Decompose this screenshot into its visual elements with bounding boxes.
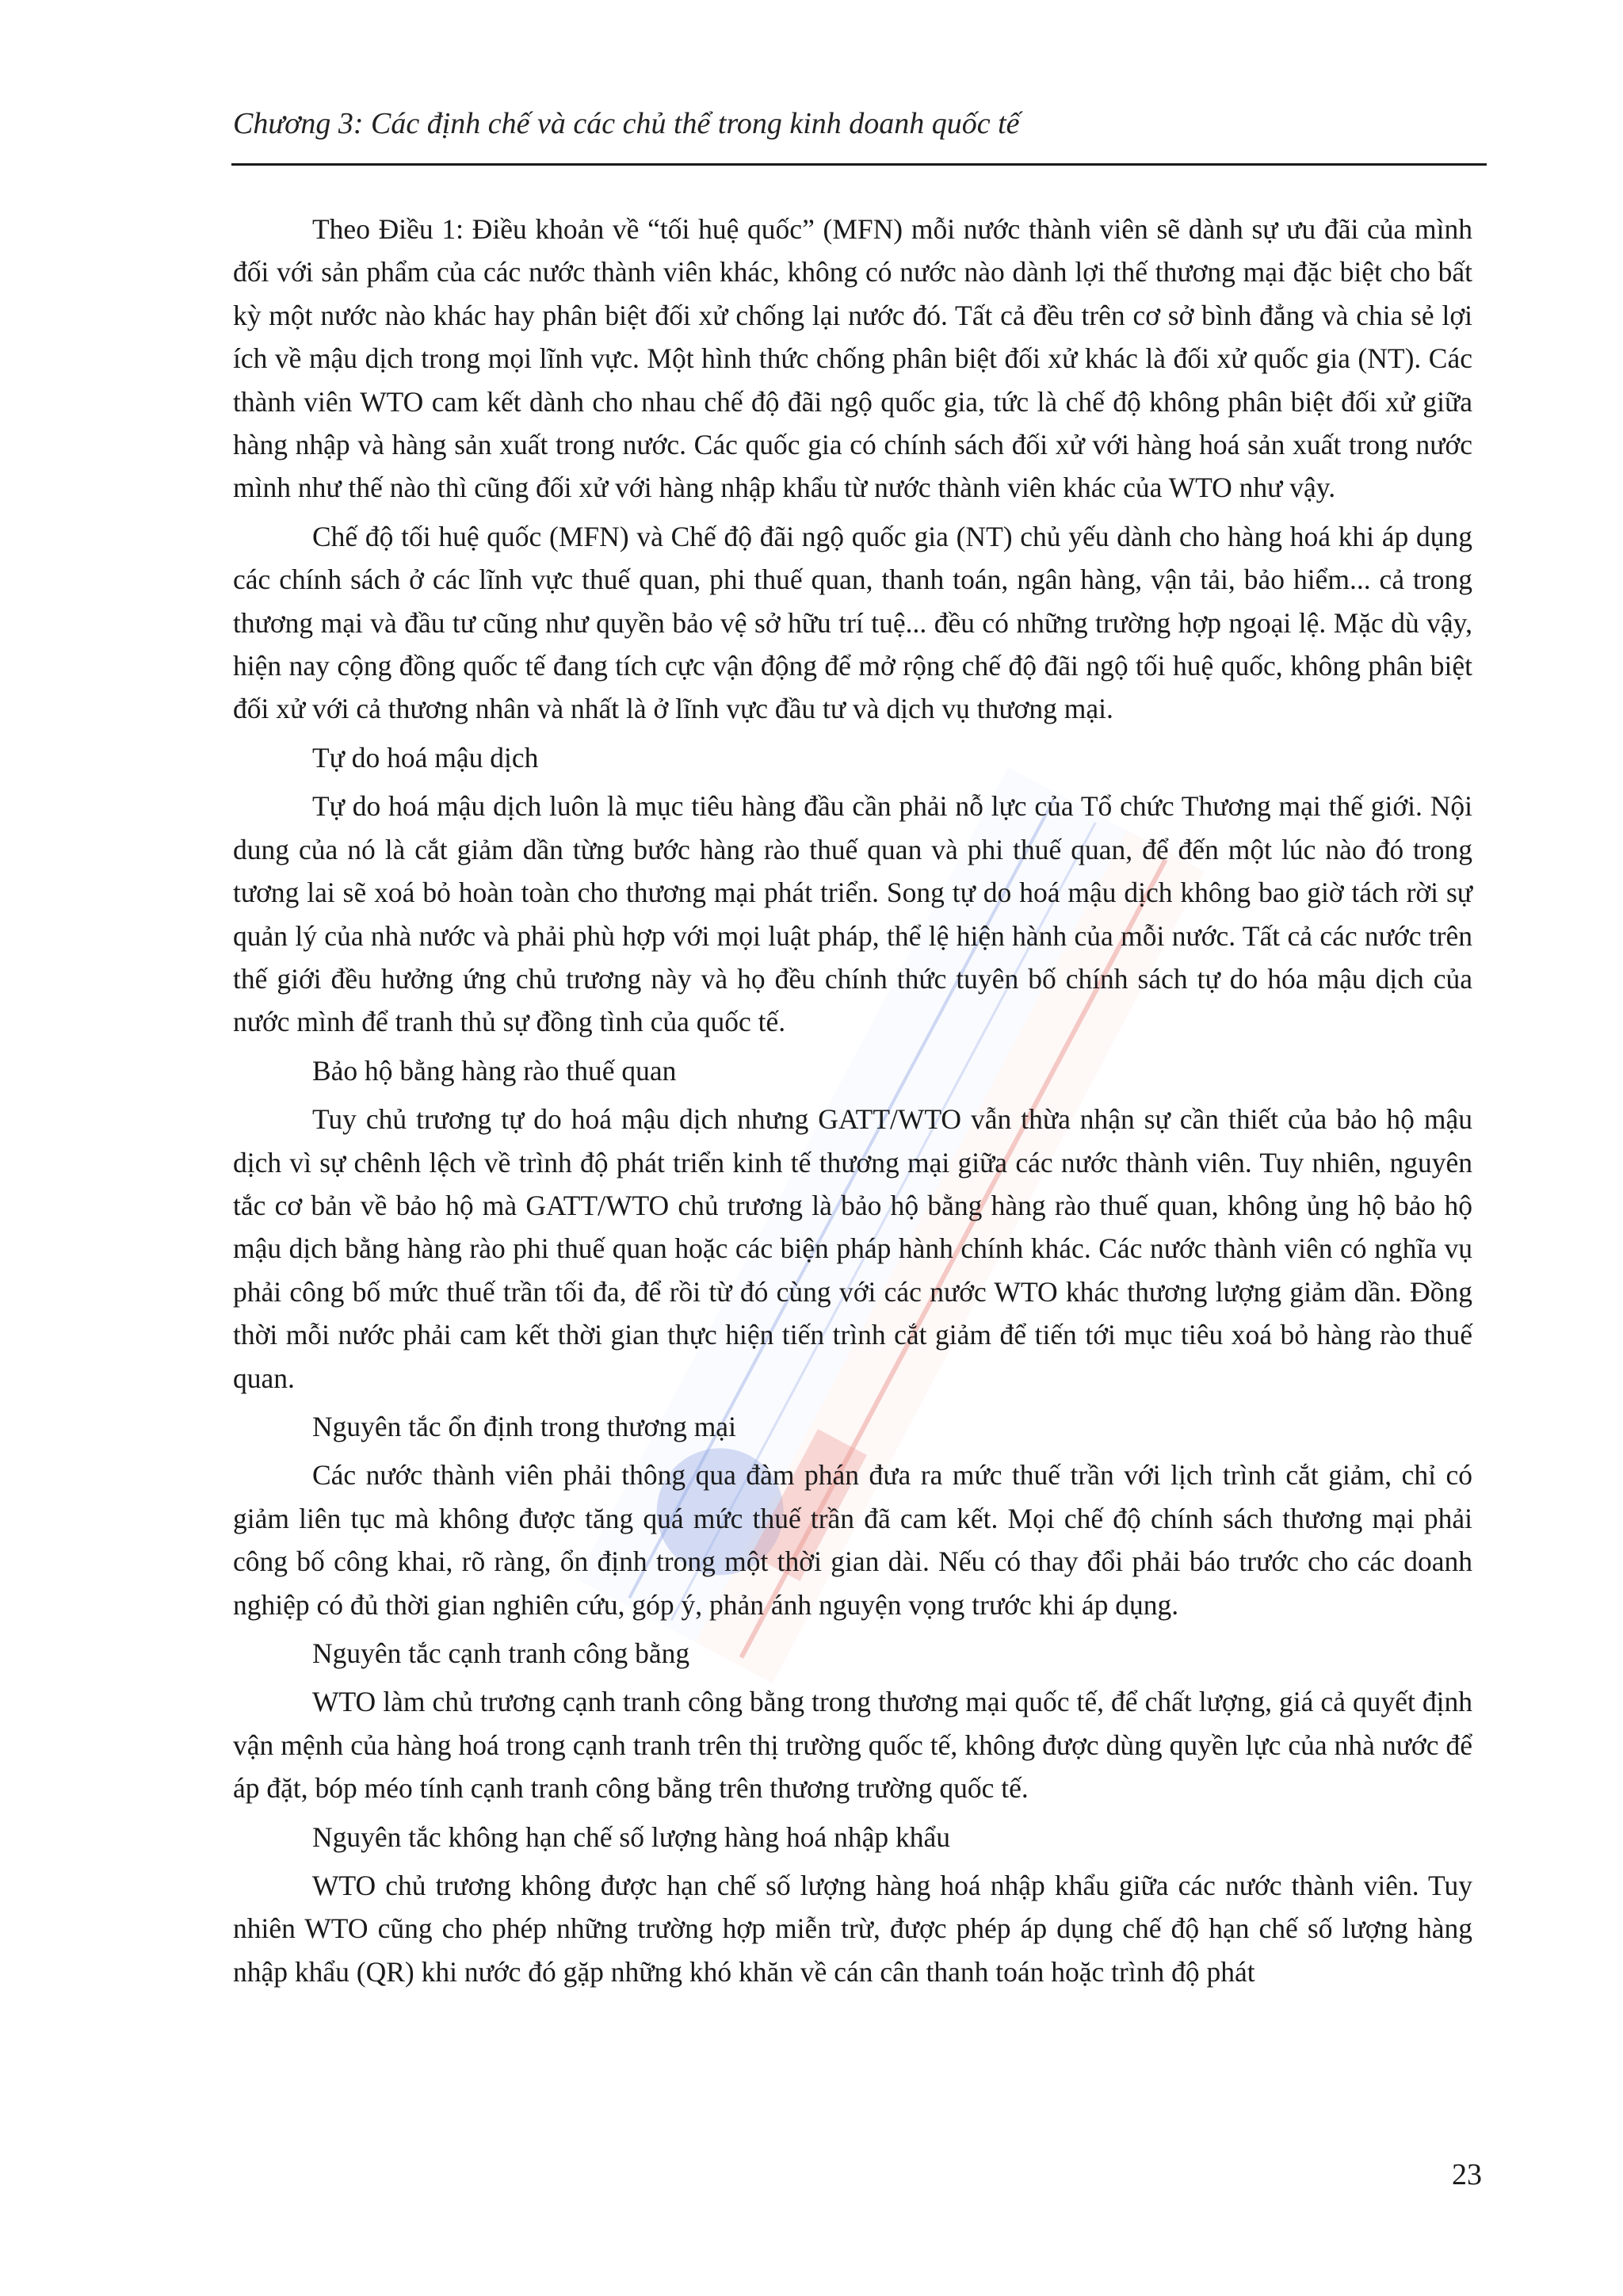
body-paragraph-fair-competition: WTO làm chủ trương cạnh tranh công bằng trong thương mại quốc tế, để chất lượng, giá cả quyết định vận mệnh của hàng hoá trong cạnh tranh trên thị trường quốc tế, không được dùng quyền lực của nhà nước để áp đặt, bóp méo tính cạnh tranh công bằng trên thương trường quốc tế. — [233, 1686, 1472, 1805]
section-heading-trade-liberalization: Tự do hoá mậu dịch — [312, 741, 539, 774]
body-paragraph-trade-liberalization: Tự do hoá mậu dịch luôn là mục tiêu hàng đầu cần phải nỗ lực của Tổ chức Thương mại thế giới. Nội dung của nó là cắt giảm dần từng bước hàng rào thuế quan và phi thuế quan, để đến một lúc nào đó trong tương lai sẽ xoá bỏ hoàn toàn cho thương mại phát triển. Song tự do hoá mậu dịch không bao giờ tách rời sự quản lý của nhà nước và phải phù hợp với mọi luật pháp, thể lệ hiện hành của mỗi nước. Tất cả các nước trên thế giới đều hưởng ứng chủ trương này và họ đều chính thức tuyên bố chính sách tự do hóa mậu dịch của nước mình để tranh thủ sự đồng tình của quốc tế. — [233, 790, 1472, 1038]
page-number: 23 — [1452, 2158, 1482, 2191]
section-heading-tariff-protection: Bảo hộ bằng hàng rào thuế quan — [312, 1054, 677, 1087]
page-body — [233, 208, 1472, 1999]
header-divider — [231, 163, 1487, 166]
section-heading-fair-competition: Nguyên tắc cạnh tranh công bằng — [312, 1637, 690, 1669]
body-paragraph-tariff-protection: Tuy chủ trương tự do hoá mậu dịch nhưng GATT/WTO vẫn thừa nhận sự cần thiết của bảo hộ mậu dịch vì sự chênh lệch về trình độ phát triển kinh tế thương mại giữa các nước thành viên. Tuy nhiên, nguyên tắc cơ bản về bảo hộ mà GATT/WTO chủ trương là bảo hộ bằng hàng rào thuế quan, không ủng hộ bảo hộ mậu dịch bằng hàng rào phi thuế quan hoặc các biện pháp hành chính khác. Các nước thành viên có nghĩa vụ phải công bố mức thuế trần tối đa, để rồi từ đó cùng với các nước WTO khác thương lượng giảm dần. Đồng thời mỗi nước phải cam kết thời gian thực hiện tiến trình cắt giảm để tiến tới mục tiêu xoá bỏ hàng rào thuế quan. — [233, 1103, 1472, 1394]
body-paragraph-no-quantity-limits: WTO chủ trương không được hạn chế số lượng hàng hoá nhập khẩu giữa các nước thành viên. Tuy nhiên WTO cũng cho phép những trường hợp miễn trừ, được phép áp dụng chế độ hạn chế số lượng hàng nhập khẩu (QR) khi nước đó gặp những khó khăn về cán cân thanh toán hoặc trình độ phát — [233, 1870, 1472, 1988]
chapter-header: Chương 3: Các định chế và các chủ thể trong kinh doanh quốc tế — [233, 107, 1020, 140]
body-paragraph-mfn-nt-scope: Chế độ tối huệ quốc (MFN) và Chế độ đãi ngộ quốc gia (NT) chủ yếu dành cho hàng hoá khi áp dụng các chính sách ở các lĩnh vực thuế quan, phi thuế quan, thanh toán, ngân hàng, vận tải, bảo hiểm... cả trong thương mại và đầu tư cũng như quyền bảo vệ sở hữu trí tuệ... đều có những trường hợp ngoại lệ. Mặc dù vậy, hiện nay cộng đồng quốc tế đang tích cực vận động để mở rộng chế độ đãi ngộ tối huệ quốc, không phân biệt đối xử với cả thương nhân và nhất là ở lĩnh vực đầu tư và dịch vụ thương mại. — [233, 520, 1472, 725]
body-paragraph-mfn: Theo Điều 1: Điều khoản về “tối huệ quốc” (MFN) mỗi nước thành viên sẽ dành sự ưu đãi của mình đối với sản phẩm của các nước thành viên khác, không có nước nào dành lợi thế thương mại đặc biệt cho bất kỳ một nước nào khác hay phân biệt đối xử chống lại nước đó. Tất cả đều trên cơ sở bình đẳng và chia sẻ lợi ích về mậu dịch trong mọi lĩnh vực. Một hình thức chống phân biệt đối xử khác là đối xử quốc gia (NT). Các thành viên WTO cam kết dành cho nhau chế độ đãi ngộ quốc gia, tức là chế độ không phân biệt đối xử giữa hàng nhập và hàng sản xuất trong nước. Các quốc gia có chính sách đối xử với hàng hoá sản xuất trong nước mình như thế nào thì cũng đối xử với hàng nhập khẩu từ nước thành viên khác của WTO như vậy. — [233, 213, 1472, 504]
body-paragraph-trade-stability: Các nước thành viên phải thông qua đàm phán đưa ra mức thuế trần với lịch trình cắt giảm, chỉ có giảm liên tục mà không được tăng quá mức thuế trần đã cam kết. Mọi chế độ chính sách thương mại phải công bố công khai, rõ ràng, ổn định trong một thời gian dài. Nếu có thay đổi phải báo trước cho các doanh nghiệp có đủ thời gian nghiên cứu, góp ý, phản ánh nguyện vọng trước khi áp dụng. — [233, 1459, 1472, 1621]
section-heading-trade-stability: Nguyên tắc ổn định trong thương mại — [312, 1410, 736, 1442]
section-heading-no-quantity-limits: Nguyên tắc không hạn chế số lượng hàng hoá nhập khẩu — [312, 1820, 951, 1853]
